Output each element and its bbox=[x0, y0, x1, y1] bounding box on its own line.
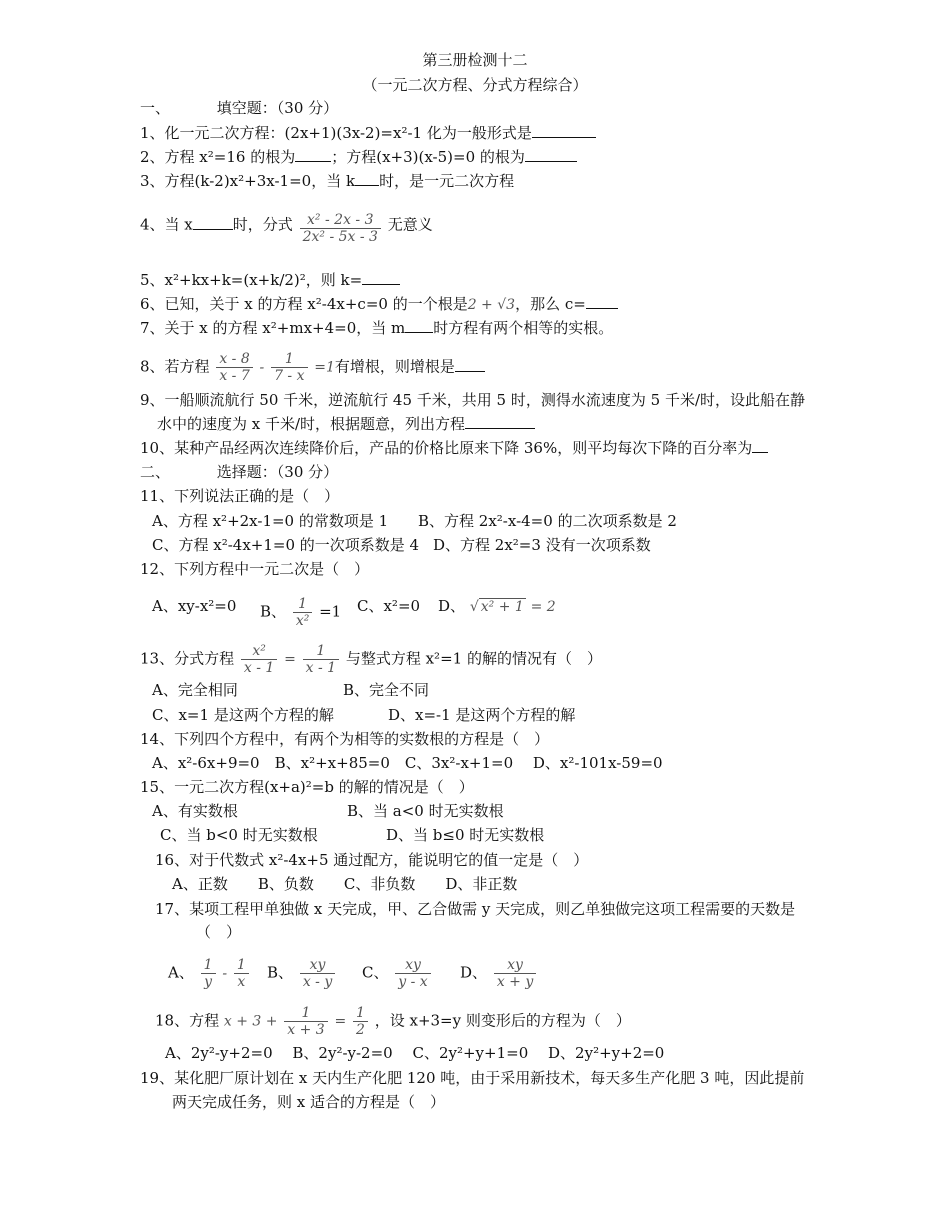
option-a[interactable]: A、有实数根 bbox=[152, 802, 238, 820]
options-row[interactable]: A、2y²-y+2=0 B、2y²-y-2=0 C、2y²+y+1=0 D、2y²+y+2=0 bbox=[165, 1044, 665, 1062]
option-b[interactable]: B、 $\frac{1}{\text{x²}}$ =1 bbox=[260, 596, 342, 629]
option-c[interactable]: C、 $\frac{xy}{y - x}$ bbox=[362, 957, 433, 990]
option-d[interactable]: D、 $\frac{xy}{x + y}$ bbox=[460, 957, 538, 990]
question-9-line-1: 9、一船顺流航行 50 千米，逆流航行 45 千米，共用 5 时，测得水流速度为 5 千米/时，设此船在静 bbox=[140, 391, 806, 409]
option-d[interactable]: D、方程 2x²=3 没有一次项系数 bbox=[433, 536, 651, 554]
square-root: √ x² + 1 bbox=[469, 599, 524, 615]
question-17-line-1: 17、某项工程甲单独做 x 天完成，甲、乙合做需 y 天完成，则乙单独做完这项工程需要的天数是 bbox=[155, 900, 796, 918]
answer-blank[interactable] bbox=[525, 147, 577, 162]
section-fill-in bbox=[140, 98, 338, 118]
options-row[interactable]: A、x²-6x+9=0 B、x²+x+85=0 C、3x²-x+1=0 D、x²-101x-59=0 bbox=[152, 754, 663, 772]
fraction: $\frac{1}{2}$ bbox=[353, 1005, 368, 1038]
question-12: 12、下列方程中一元二次是（ ） bbox=[140, 560, 370, 578]
fraction: $\frac{\text{x² - 2x - 3}}{\text{2x² - 5x - 3}}$ bbox=[300, 212, 381, 245]
option-d[interactable]: D、 √ x² + 1 = 2 bbox=[438, 597, 556, 615]
question-13: 13、分式方程 $\frac{\text{x²}}{x - 1}$ = $\frac{1}{x - 1}$ 与整式方程 x²=1 的解的情况有（ ） bbox=[140, 643, 602, 676]
answer-blank[interactable] bbox=[465, 414, 535, 429]
option-a[interactable]: A、完全相同 bbox=[152, 681, 238, 699]
answer-blank[interactable] bbox=[355, 171, 379, 186]
fraction: $\frac{xy}{x + y}$ bbox=[494, 957, 536, 990]
question-18: 18、方程 x + 3 + $\frac{1}{x + 3}$ = $\frac{1}{2}$ ，设 x+3=y 则变形后的方程为（ ） bbox=[155, 1005, 631, 1038]
option-c[interactable]: C、x²=0 bbox=[357, 597, 421, 615]
question-4: 4、当 x 时，分式 $\frac{\text{x² - 2x - 3}}{\text{2x² - 5x - 3}}$ 无意义 bbox=[140, 212, 433, 245]
fraction: $\frac{1}{\text{x²}}$ bbox=[293, 596, 313, 629]
question-10: 10、某种产品经两次连续降价后，产品的价格比原来下降 36%，则平均每次下降的百分率为 bbox=[140, 438, 768, 458]
question-8: 8、若方程 $\frac{x - 8}{x - 7}$ - $\frac{1}{7 - x}$ =1有增根，则增根是 bbox=[140, 351, 485, 384]
answer-blank[interactable] bbox=[752, 438, 768, 453]
section-number: 一、 bbox=[140, 99, 171, 117]
fraction: $\frac{1}{x}$ bbox=[234, 957, 249, 990]
question-9-line-2: 水中的速度为 x 千米/时，根据题意，列出方程 bbox=[157, 414, 535, 434]
answer-blank[interactable] bbox=[405, 318, 433, 333]
root-expression: 2 + √3 bbox=[467, 297, 516, 313]
option-b[interactable]: B、完全不同 bbox=[343, 681, 430, 699]
section-label: 填空题：（30 分） bbox=[216, 99, 339, 117]
fraction: $\frac{\text{x²}}{x - 1}$ bbox=[241, 643, 277, 676]
page-subtitle: （一元二次方程、分式方程综合） bbox=[362, 76, 588, 94]
fraction: $\frac{1}{x - 1}$ bbox=[303, 643, 339, 676]
option-c[interactable]: C、x=1 是这两个方程的解 bbox=[152, 706, 334, 724]
answer-blank[interactable] bbox=[295, 147, 331, 162]
fraction: $\frac{x - 8}{x - 7}$ bbox=[216, 351, 252, 384]
fraction: $\frac{1}{x + 3}$ bbox=[284, 1005, 327, 1038]
question-19-line-1: 19、某化肥厂原计划在 x 天内生产化肥 120 吨，由于采用新技术，每天多生产化肥 3 吨，因此提前 bbox=[140, 1069, 805, 1087]
option-b[interactable]: B、当 a<0 时无实数根 bbox=[347, 802, 504, 820]
option-c[interactable]: C、当 b<0 时无实数根 bbox=[160, 826, 318, 844]
fraction: $\frac{xy}{y - x}$ bbox=[395, 957, 430, 990]
option-d[interactable]: D、当 b≤0 时无实数根 bbox=[386, 826, 545, 844]
question-17-line-2: （ ） bbox=[196, 923, 242, 941]
question-1: 1、化一元二次方程：(2x+1)(3x-2)=x²-1 化为一般形式是 bbox=[140, 123, 596, 143]
option-c[interactable]: C、方程 x²-4x+1=0 的一次项系数是 4 bbox=[152, 536, 420, 554]
option-a[interactable]: A、xy-x²=0 bbox=[152, 597, 237, 615]
question-5: 5、x²+kx+k=(x+k/2)²，则 k= bbox=[140, 270, 400, 290]
section-label: 选择题：（30 分） bbox=[216, 463, 339, 481]
section-number: 二、 bbox=[140, 463, 171, 481]
option-b[interactable]: B、方程 2x²-x-4=0 的二次项系数是 2 bbox=[418, 512, 677, 530]
fraction: $\frac{1}{7 - x}$ bbox=[271, 351, 307, 384]
page-title: 第三册检测十二 bbox=[422, 51, 528, 69]
section-multiple-choice bbox=[140, 462, 338, 482]
option-b[interactable]: B、 $\frac{xy}{x - y}$ bbox=[267, 957, 337, 990]
answer-blank[interactable] bbox=[455, 357, 485, 372]
question-14: 14、下列四个方程中，有两个为相等的实数根的方程是（ ） bbox=[140, 730, 550, 748]
question-11: 11、下列说法正确的是（ ） bbox=[140, 487, 340, 505]
question-7: 7、关于 x 的方程 x²+mx+4=0，当 m 时方程有两个相等的实根。 bbox=[140, 319, 614, 337]
question-2: 2、方程 x²=16 的根为 ；方程(x+3)(x-5)=0 的根为 bbox=[140, 147, 577, 167]
option-a[interactable]: A、 $\frac{1}{y}$ - $\frac{1}{x}$ bbox=[168, 957, 251, 990]
answer-blank[interactable] bbox=[586, 294, 618, 309]
fraction: $\frac{xy}{x - y}$ bbox=[300, 957, 335, 990]
question-16: 16、对于代数式 x²-4x+5 通过配方，能说明它的值一定是（ ） bbox=[155, 851, 589, 869]
question-15: 15、一元二次方程(x+a)²=b 的解的情况是（ ） bbox=[140, 778, 474, 796]
option-a[interactable]: A、方程 x²+2x-1=0 的常数项是 1 bbox=[152, 512, 389, 530]
question-6: 6、已知，关于 x 的方程 x²-4x+c=0 的一个根是2 + √3，那么 c= bbox=[140, 294, 618, 315]
fraction: $\frac{1}{y}$ bbox=[201, 957, 216, 990]
answer-blank[interactable] bbox=[362, 270, 400, 285]
question-19-line-2: 两天完成任务，则 x 适合的方程是（ ） bbox=[172, 1093, 445, 1111]
answer-blank[interactable] bbox=[193, 215, 233, 230]
answer-blank[interactable] bbox=[532, 123, 596, 138]
question-3: 3、方程(k-2)x²+3x-1=0，当 k 时，是一元二次方程 bbox=[140, 172, 515, 190]
option-d[interactable]: D、x=-1 是这两个方程的解 bbox=[388, 706, 576, 724]
options-row[interactable]: A、正数 B、负数 C、非负数 D、非正数 bbox=[172, 875, 518, 893]
